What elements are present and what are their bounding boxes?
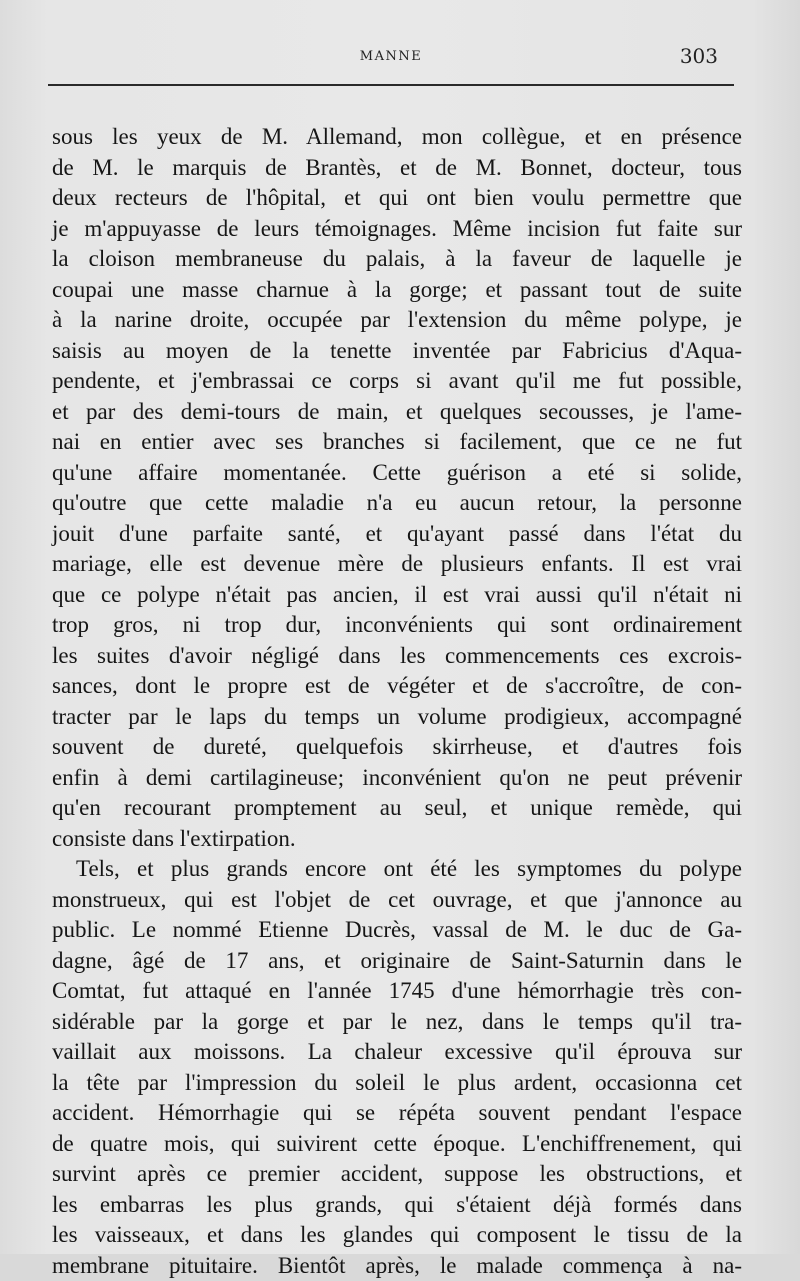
text-line: et par des demi-tours de main, et quelques secousses, je l'ame- bbox=[52, 397, 742, 428]
text-line: pendente, et j'embrassai ce corps si avant qu'il me fut possible, bbox=[52, 366, 742, 397]
paragraph-start-line: Tels, et plus grands encore ont été les symptomes du polype bbox=[52, 854, 742, 885]
body-text bbox=[52, 122, 742, 1281]
text-line: accident. Hémorrhagie qui se répéta souvent pendant l'espace bbox=[52, 1098, 742, 1129]
text-line: vaillait aux moissons. La chaleur excessive qu'il éprouva sur bbox=[52, 1037, 742, 1068]
text-line: public. Le nommé Etienne Ducrès, vassal de M. le duc de Ga- bbox=[52, 915, 742, 946]
paragraph-end-line: consiste dans l'extirpation. bbox=[52, 824, 742, 855]
text-line: souvent de dureté, quelquefois skirrheuse, et d'autres fois bbox=[52, 732, 742, 763]
running-head bbox=[48, 44, 734, 74]
text-line: sous les yeux de M. Allemand, mon collègue, et en présence bbox=[52, 122, 742, 153]
text-line: coupai une masse charnue à la gorge; et passant tout de suite bbox=[52, 275, 742, 306]
text-line: sidérable par la gorge et par le nez, dans le temps qu'il tra- bbox=[52, 1007, 742, 1038]
text-line: les embarras les plus grands, qui s'étaient déjà formés dans bbox=[52, 1190, 742, 1221]
text-line: Comtat, fut attaqué en l'année 1745 d'une hémorrhagie très con- bbox=[52, 976, 742, 1007]
text-line: dagne, âgé de 17 ans, et originaire de Saint-Saturnin dans le bbox=[52, 946, 742, 977]
running-title: MANNE bbox=[48, 49, 734, 64]
text-line: membrane pituitaire. Bientôt après, le malade commença à na- bbox=[52, 1251, 742, 1281]
text-line: à la narine droite, occupée par l'extension du même polype, je bbox=[52, 305, 742, 336]
text-line: les vaisseaux, et dans les glandes qui composent le tissu de la bbox=[52, 1220, 742, 1251]
text-line: deux recteurs de l'hôpital, et qui ont bien voulu permettre que bbox=[52, 183, 742, 214]
text-line: je m'appuyasse de leurs témoignages. Même incision fut faite sur bbox=[52, 214, 742, 245]
text-line: sances, dont le propre est de végéter et de s'accroître, de con- bbox=[52, 671, 742, 702]
text-line: survint après ce premier accident, suppose les obstructions, et bbox=[52, 1159, 742, 1190]
text-line: les suites d'avoir négligé dans les commencements ces excrois- bbox=[52, 641, 742, 672]
text-line: monstrueux, qui est l'objet de cet ouvrage, et que j'annonce au bbox=[52, 885, 742, 916]
text-line: enfin à demi cartilagineuse; inconvénient qu'on ne peut prévenir bbox=[52, 763, 742, 794]
text-line: qu'outre que cette maladie n'a eu aucun retour, la personne bbox=[52, 488, 742, 519]
text-line: que ce polype n'était pas ancien, il est vrai aussi qu'il n'était ni bbox=[52, 580, 742, 611]
text-line: trop gros, ni trop dur, inconvénients qui sont ordinairement bbox=[52, 610, 742, 641]
text-line: nai en entier avec ses branches si facilement, que ce ne fut bbox=[52, 427, 742, 458]
text-line: la cloison membraneuse du palais, à la faveur de laquelle je bbox=[52, 244, 742, 275]
page-number: 303 bbox=[680, 44, 718, 68]
text-line: de M. le marquis de Brantès, et de M. Bonnet, docteur, tous bbox=[52, 153, 742, 184]
text-line: mariage, elle est devenue mère de plusieurs enfants. Il est vrai bbox=[52, 549, 742, 580]
text-line: qu'une affaire momentanée. Cette guérison a eté si solide, bbox=[52, 458, 742, 489]
text-line: de quatre mois, qui suivirent cette époque. L'enchiffrenement, qui bbox=[52, 1129, 742, 1160]
text-line: qu'en recourant promptement au seul, et unique remède, qui bbox=[52, 793, 742, 824]
text-line: tracter par le laps du temps un volume prodigieux, accompagné bbox=[52, 702, 742, 733]
text-line: saisis au moyen de la tenette inventée par Fabricius d'Aqua- bbox=[52, 336, 742, 367]
header-rule bbox=[48, 84, 734, 86]
text-line: la tête par l'impression du soleil le plus ardent, occasionna cet bbox=[52, 1068, 742, 1099]
text-line: jouit d'une parfaite santé, et qu'ayant passé dans l'état du bbox=[52, 519, 742, 550]
